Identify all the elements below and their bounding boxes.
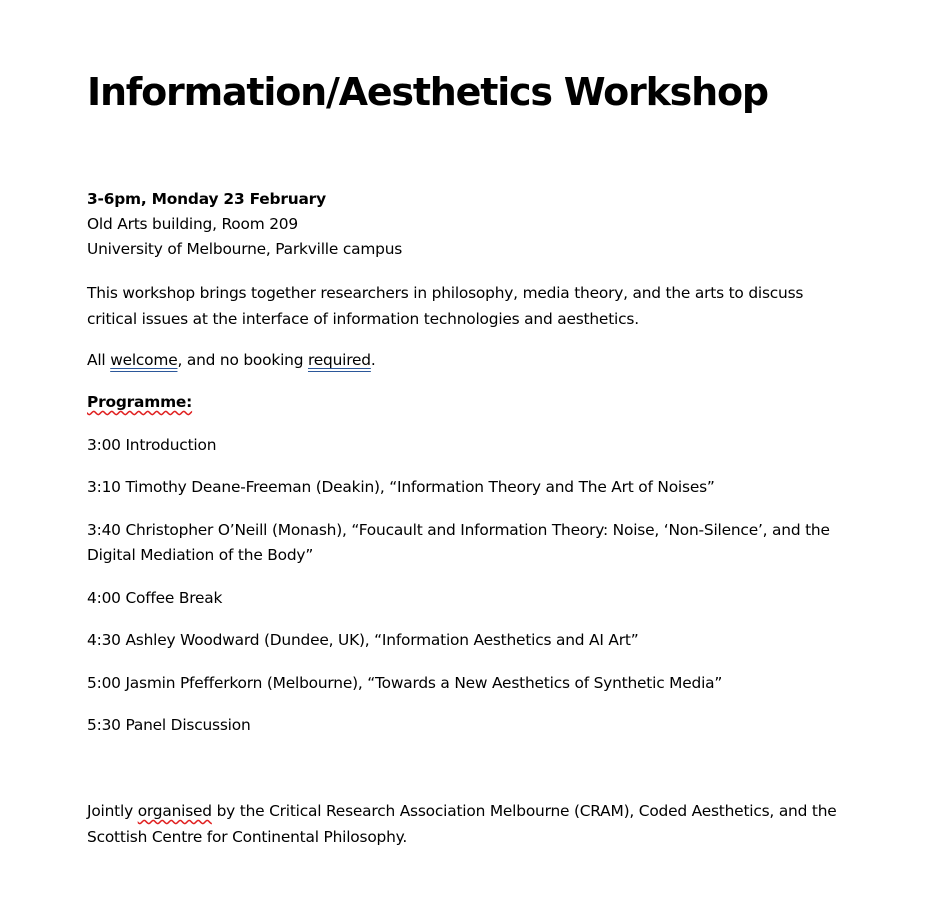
programme-item: 3:10 Timothy Deane-Freeman (Deakin), “Information Theory and The Art of Noises”: [87, 478, 715, 496]
grammar-flag-welcome[interactable]: welcome: [110, 351, 178, 369]
welcome-paragraph: [87, 348, 376, 373]
programme-item: 4:30 Ashley Woodward (Dundee, UK), “Information Aesthetics and AI Art”: [87, 631, 639, 649]
intro-line-2: critical issues at the interface of information technologies and aesthetics.: [87, 310, 639, 328]
footer-text-2: by the Critical Research Association Melbourne (CRAM), Coded Aesthetics, and the: [211, 802, 837, 820]
spelling-flag-organised[interactable]: organised: [137, 802, 212, 820]
footer-paragraph: [87, 798, 847, 850]
footer-text-1: Jointly: [87, 802, 138, 820]
programme-heading: [87, 390, 192, 415]
welcome-text-3: .: [370, 351, 376, 369]
programme-item: 3:00 Introduction: [87, 436, 217, 454]
programme-item: 5:30 Panel Discussion: [87, 716, 251, 734]
grammar-flag-required[interactable]: required: [307, 351, 371, 369]
intro-line-1: This workshop brings together researchers in philosophy, media theory, and the arts to discuss: [87, 284, 804, 302]
intro-paragraph: [87, 280, 847, 332]
programme-item: 5:00 Jasmin Pfefferkorn (Melbourne), “Towards a New Aesthetics of Synthetic Media”: [87, 674, 723, 692]
programme-item: [87, 518, 847, 568]
spelling-flag-programme[interactable]: Programme:: [87, 393, 193, 411]
welcome-text-1: All: [87, 351, 111, 369]
programme-item-line-1: 3:40 Christopher O’Neill (Monash), “Foucault and Information Theory: Noise, ‘Non-Silence’, and the: [87, 521, 830, 539]
footer-line-2: Scottish Centre for Continental Philosophy.: [87, 828, 408, 846]
document-title: Information/Aesthetics Workshop: [87, 70, 768, 114]
programme-item-line-2: Digital Mediation of the Body”: [87, 546, 314, 564]
footer-line-1: [87, 798, 847, 824]
event-venue: Old Arts building, Room 209: [87, 215, 298, 233]
event-campus: University of Melbourne, Parkville campus: [87, 240, 403, 258]
event-datetime: 3-6pm, Monday 23 February: [87, 190, 326, 208]
welcome-text-2: , and no booking: [177, 351, 308, 369]
programme-item: 4:00 Coffee Break: [87, 589, 223, 607]
